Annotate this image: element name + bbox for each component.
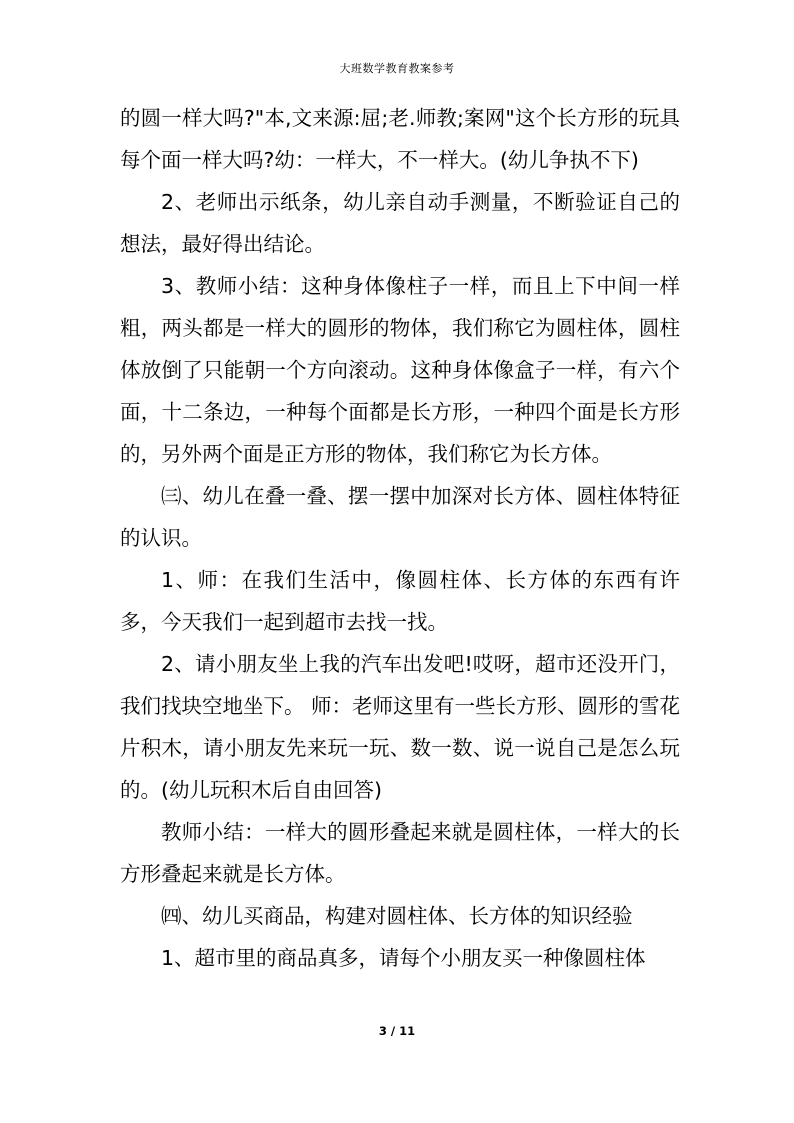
paragraph: 1、师：在我们生活中，像圆柱体、长方体的东西有许多，今天我们一起到超市去找一找。: [120, 568, 680, 634]
page-header: 大班数学教育教案参考: [339, 62, 455, 75]
page-number: 3 / 11: [378, 1024, 416, 1038]
paragraph: 3、教师小结：这种身体像柱子一样，而且上下中间一样粗，两头都是一样大的圆形的物体，我们称它为圆柱体，圆柱体放倒了只能朝一个方向滚动。这种身体像盒子一样，有六个面，十二条边，一种每个面都是长方形，一种四个面是长方形的，另外两个面是正方形的物体，我们称它为长方体。: [120, 274, 680, 466]
paragraph: 1、超市里的商品真多，请每个小朋友买一种像圆柱体: [161, 946, 646, 970]
section-heading: ㈢、幼儿在叠一叠、摆一摆中加深对长方体、圆柱体特征的认识。: [120, 484, 680, 550]
paragraph: 教师小结：一样大的圆形叠起来就是圆柱体，一样大的长方形叠起来就是长方体。: [120, 820, 680, 886]
section-heading: ㈣、幼儿买商品，构建对圆柱体、长方体的知识经验: [161, 904, 633, 928]
document-body: [120, 97, 680, 979]
paragraph: 2、老师出示纸条，幼儿亲自动手测量，不断验证自己的想法，最好得出结论。: [120, 190, 680, 256]
paragraph: 的圆一样大吗?"本,文来源:屈;老.师教;案网"这个长方形的玩具每个面一样大吗?幼：一样大，不一样大。(幼儿争执不下): [120, 106, 680, 172]
paragraph: 2、请小朋友坐上我的汽车出发吧!哎呀，超市还没开门，我们找块空地坐下。 师：老师这里有一些长方形、圆形的雪花片积木，请小朋友先来玩一玩、数一数、说一说自己是怎么玩的。(幼儿玩积木后自由回答): [120, 652, 681, 802]
